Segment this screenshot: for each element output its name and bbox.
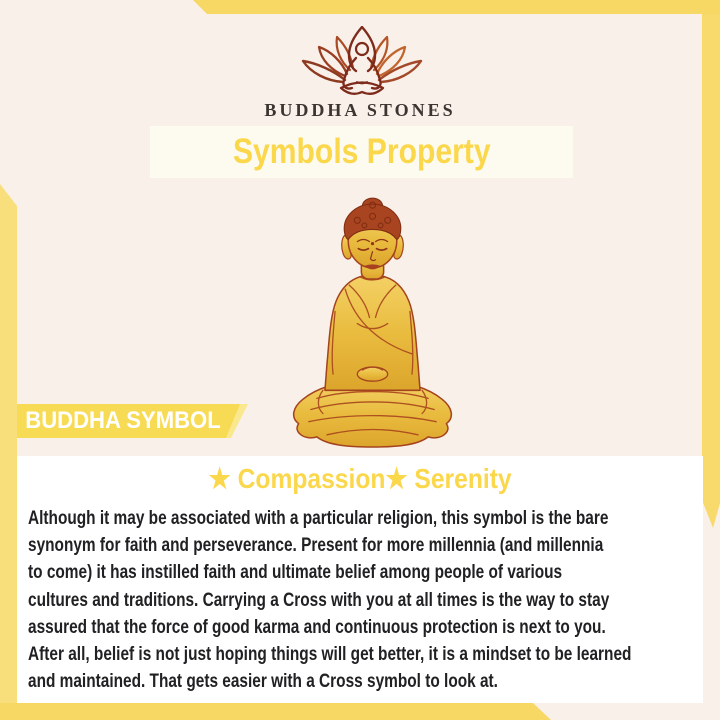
paragraph-line: Although it may be associated with a particular religion, this symbol is the bare	[28, 507, 609, 529]
page-title: Symbols Property	[232, 132, 491, 171]
paragraph-line: synonym for faith and perseverance. Present for more millennia (and millennia	[28, 534, 604, 557]
title-banner	[150, 126, 573, 178]
golden-buddha-illustration	[285, 192, 460, 450]
paragraph-line: to come) it has instilled faith and ultimate belief among people of various	[28, 561, 563, 584]
section-badge: BUDDHA SYMBOL	[25, 407, 221, 434]
content-heading	[0, 462, 720, 495]
lotus-meditation-icon	[296, 26, 428, 100]
brand-name: BUDDHA STONES	[264, 100, 456, 120]
paragraph-line: assured that the force of good karma and continuous protection is next to you.	[28, 615, 606, 638]
paragraph-line: and maintained. That gets easier with a Cross symbol to look at.	[28, 670, 498, 693]
paragraph-line: After all, belief is not just hoping things will get better, it is a mindset to be learned	[28, 643, 632, 666]
description-paragraph	[28, 505, 708, 695]
paragraph-line: cultures and traditions. Carrying a Cross with you at all times is the way to stay	[28, 588, 610, 611]
content-heading-text: ★ Compassion★ Serenity	[208, 463, 512, 494]
